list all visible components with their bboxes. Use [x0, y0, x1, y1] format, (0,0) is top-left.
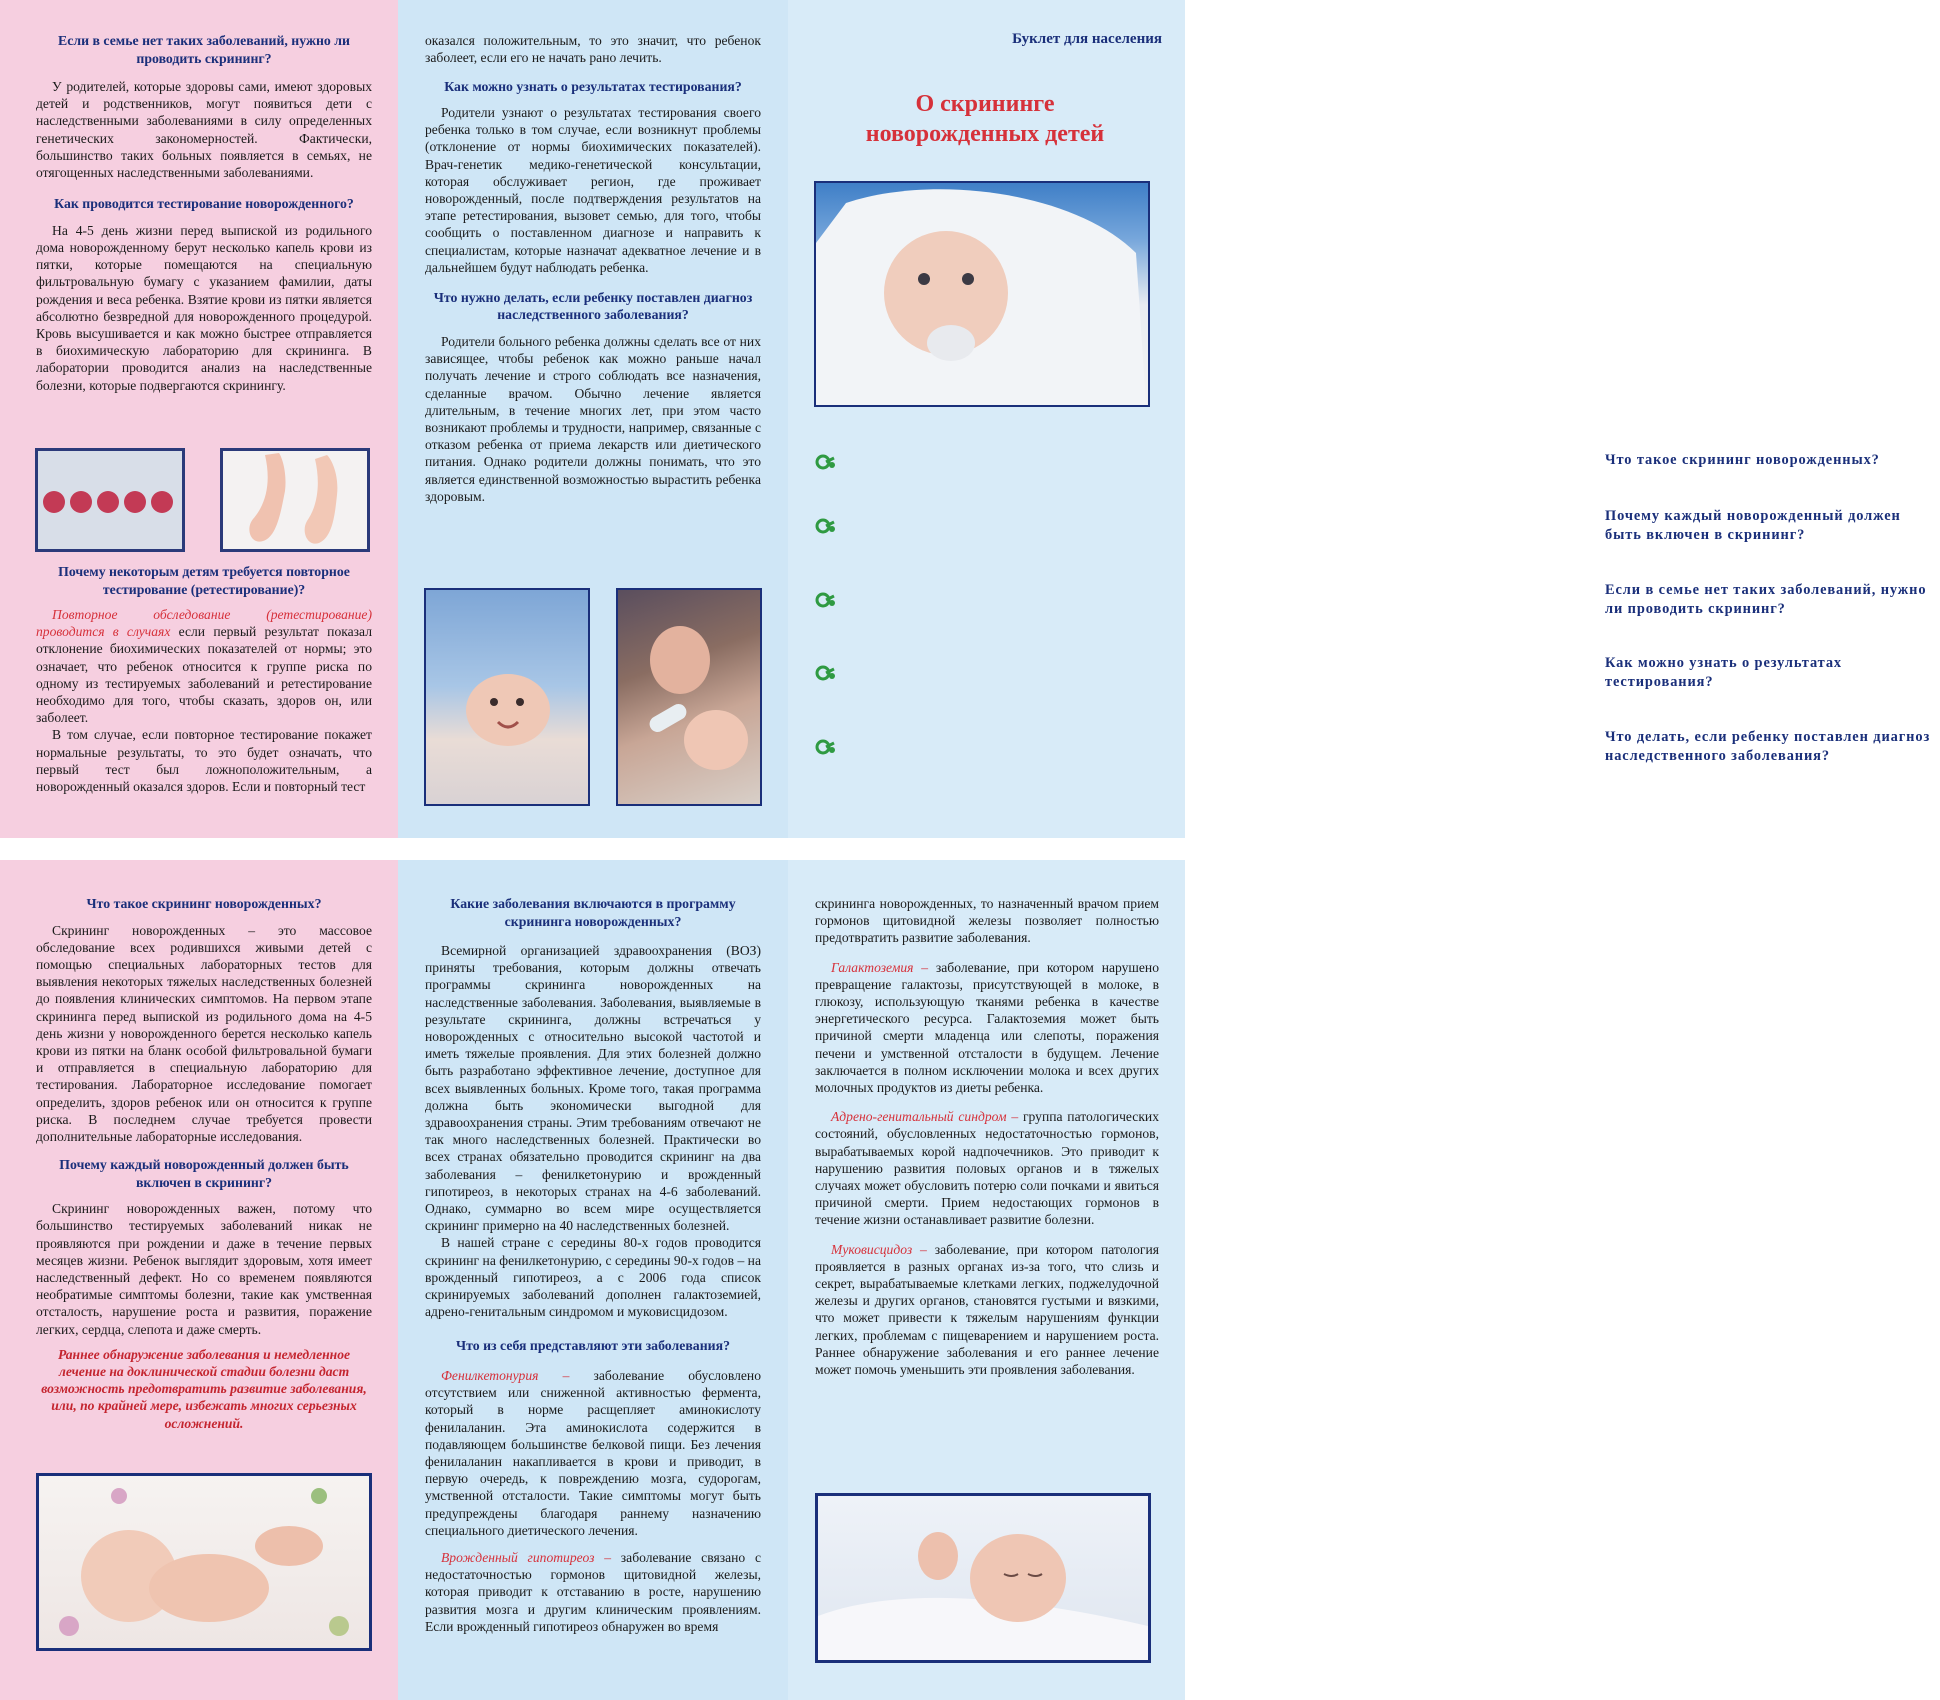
blood-spots-card [35, 448, 185, 552]
clover-bullet-icon [814, 515, 836, 537]
heading-family-screening: Если в семье нет таких заболеваний, нужно ли проводить скрининг? [58, 33, 350, 66]
cover-question-4: Как можно узнать о результатах тестирования? [1605, 655, 1843, 690]
ags-rest: группа патологических состояний, обусловленных недостаточностью гормонов, вырабатываемых корой надпочечников. Это приводит к нарушению развития половых органов и в тяжелых случаях может обусловить потерю соли почками и явиться причиной смерти. Прием недостающих гормонов в течение жизни останавливает развитие болезни. [815, 1109, 1159, 1228]
paragraph-hypothyroidism [425, 1549, 761, 1635]
paragraph-cystic-fibrosis [815, 1241, 1159, 1379]
paragraph-who-requirements: Всемирной организацией здравоохранения (ВОЗ) приняты требования, которым должны отвечать программы скрининга новорожденных на наследственные заболевания. Заболевания, выявляемые в результате скрининга, должны встречаться у новорожденных с относительно высокой частотой и иметь тяжелые проявления. Для этих болезней должно быть разработано эффективное лечение, доступное для всех выявленных больных. Кроме того, такая программа должна быть экономически выгодной для здравоохранения страны. Этим требованиям отвечают не так много наследственных болезней. Практически во всех странах обязательно проводится скрининг на два заболевания – фенилкетонурию и врожденный гипотиреоз, в некоторых странах на 4-6 заболеваний. Однако, суммарно во всем мире осуществляется скрининг примерно на 40 наследственных болезней. [425, 943, 761, 1234]
paragraph-family-screening: У родителей, которые здоровы сами, имеют здоровых детей и родственников, могут появиться дети с наследственными заболеваниями в силу определенных генетических закономерностей. Фактически, большинство таких больных появляется в семьях, не отягощенных наследственными заболеваниями. [36, 79, 372, 181]
sheet1-cover-panel [788, 0, 1931, 838]
hypothyroidism-rest: заболевание связано с недостаточностью гормонов щитовидной железы, которая приводит к отставанию в росте, нарушению развития мозга и другим клиническим проявлениям. Если врожденный гипотиреоз обнаружен во время [425, 1550, 761, 1634]
title-line-1: О скрининге [915, 91, 1055, 117]
sheet2-right-panel [788, 860, 1185, 1700]
baby-towel-photo [814, 181, 1150, 407]
baby-lying-icon [39, 1476, 369, 1648]
clover-bullet-icon [814, 736, 836, 758]
paragraph-retest [36, 606, 372, 726]
paragraph-how-tested: На 4-5 день жизни перед выпиской из родильного дома новорожденному берут несколько капель крови из пятки, которые помещаются на специальную фильтровальную бумагу с указанием фамилии, даты рождения и веса ребенка. Взятие крови из пятки является абсолютно безвредной для новорожденного процедурой. Кровь высушивается и как можно быстрее отправляется в биохимическую лабораторию для скрининга. В лаборатории проводится анализ на наследственные болезни, которые подвергаются скринингу. [36, 222, 372, 393]
paragraph-what-is-screening: Скрининг новорожденных – это массовое обследование всех родившихся живыми детей с помощью специальных лабораторных тестов для выявления некоторых тяжелых наследственных болезней до появления клинических симптомов. На первом этапе скрининга перед выпиской из родильного дома на 4-5 день жизни у новорожденного берется несколько капель крови из пятки на бланк особой фильтровальной бумаги и отправляется в специальную лабораторию для тестирования. Лабораторное исследование помогает определить, здоров ребенок или он относится к группе риска. В последнем случае требуется провести дополнительные лабораторные исследования. [36, 922, 372, 1144]
paragraph-results: Родители узнают о результатах тестирования своего ребенка только в том случае, если возникнут проблемы (отклонение от нормы биохимических показателей). Врач-генетик медико-генетической консультации, которая обслуживает регион, где проживает новорожденный, после подтверждения результатов на этапе ретестирования, вызовет семью, для того, чтобы сообщить о поставленном диагнозе и направить к специалистам, которые назначат адекватное лечение и в дальнейшем будут наблюдать ребенка. [425, 104, 761, 275]
title-line-2: новорожденных детей [865, 121, 1105, 147]
baby-with-bottle-icon [816, 183, 1148, 405]
cystic-fibrosis-rest: заболевание, при котором патология проявляется в разных органах из-за того, что слизь и секрет, вырабатываемые клетками легких, поджелудочной железы и других органов, становятся густыми и вязкими, что может привести к тяжелым нарушениям функции легких, проблемам с пищеварением и нарушением роста. Раннее обнаружение заболевания и его раннее лечение может помочь уменьшить эти проявления заболевания. [815, 1241, 1159, 1378]
blood-spots-icon [38, 451, 182, 549]
heading-diagnosis: Что нужно делать, если ребенку поставлен диагноз наследственного заболевания? [433, 289, 753, 323]
cover-question-1: Что такое скрининг новорожденных? [1605, 452, 1880, 468]
baby-blanket-photo [424, 588, 590, 806]
booklet-tag: Буклет для населения [1012, 31, 1162, 47]
clover-bullet-icon [814, 451, 836, 473]
ags-term: Адрено-генитальный синдром – [831, 1109, 1019, 1125]
cover-question-2: Почему каждый новорожденный должен быть включен в скрининг? [1605, 508, 1901, 543]
sleeping-baby-icon [818, 1496, 1148, 1660]
baby-feet-photo [220, 448, 370, 552]
baby-feet-icon [223, 451, 367, 549]
retest-highlight: Повторное обследование (ретестирование) проводится в случаях [36, 607, 372, 640]
galactosemia-rest: заболевание, при котором нарушено превращение галактозы, присутствующей в молоке, в глюкозу, использующую тканями ребенка в качестве энергетического ресурса. Галактоземия может быть причиной смерти младенца или слепоты, поражения печени и умственной отсталости в будущем. Лечение заключается в полном исключении молока и всех других молочных продуктов из диеты ребенка. [815, 959, 1159, 1096]
booklet-title [808, 89, 1162, 149]
mother-feeding-photo [616, 588, 762, 806]
sheet1-middle-panel [398, 0, 788, 838]
cover-question-3: Если в семье нет таких заболеваний, нужно ли проводить скрининг? [1605, 582, 1927, 617]
sheet2-middle-panel [398, 860, 788, 1700]
paragraph-retest-result: В том случае, если повторное тестирование покажет нормальные результаты, то это будет означать, что первый тест был ложноположительным, а новорожденный оказался здоров. Если и повторный тест [36, 727, 372, 795]
heading-which-diseases: Какие заболевания включаются в программу скрининга новорожденных? [450, 896, 736, 929]
sheet2-left-panel [0, 860, 398, 1700]
clover-bullet-icon [814, 589, 836, 611]
cystic-fibrosis-term: Муковисцидоз – [831, 1241, 927, 1257]
retest-rest: если первый результат показал отклонение биохимических показателей от нормы; это означает, что ребенок относится к группе риска по одному из тестируемых заболеваний и ретестирование необходимо для того, чтобы сказать, здоров он, или заболеет. [36, 624, 372, 726]
heading-what-are-diseases: Что из себя представляют эти заболевания? [456, 1338, 730, 1354]
paragraph-our-country: В нашей стране с середины 80-х годов проводится скрининг на фенилкетонурию, с середины 90-х годов – на врожденный гипотиреоз, а с 2006 года список скринируемых заболеваний дополнен галактоземией, адрено-генитальным синдромом и муковисцидозом. [425, 1235, 761, 1320]
paragraph-continued: оказался положительным, то это значит, что ребенок заболеет, если его не начать рано лечить. [425, 33, 761, 66]
paragraph-diagnosis: Родители больного ребенка должны сделать все от них зависящее, чтобы ребенок как можно раньше начал получать лечение и строго соблюдать все назначения, сделанные врачом. Обычно лечение является длительным, в течение многих лет, при этом часто возникают проблемы и трудности, например, связанные с отказом ребенка от приема лекарств или диетического питания. Однако родители должны понимать, что это является единственной возможностью вырастить ребенка здоровым. [425, 333, 761, 504]
heading-what-is-screening: Что такое скрининг новорожденных? [86, 896, 322, 911]
mother-baby-icon [618, 590, 760, 804]
hypothyroidism-term: Врожденный гипотиреоз – [441, 1550, 612, 1565]
baby-lying-photo [36, 1473, 372, 1651]
paragraph-ags [815, 1108, 1159, 1228]
galactosemia-term: Галактоземия – [831, 959, 929, 975]
sleeping-baby-photo [815, 1493, 1151, 1663]
paragraph-why-every-newborn: Скрининг новорожденных важен, потому что большинство тестируемых заболеваний никак не проявляются при рождении и даже в течение первых месяцев жизни. Ребенок выглядит здоровым, хотя имеет наследственный дефект. Но со временем появляются необратимые симптомы болезни, такие как умственная отсталость, нарушение роста и развития, поражение легких, сердца, слепота и даже смерть. [36, 1201, 372, 1337]
paragraph-galactosemia [815, 959, 1159, 1097]
cover-question-5: Что делать, если ребенку поставлен диагноз наследственного заболевания? [1605, 729, 1931, 764]
early-detection-note: Раннее обнаружение заболевания и немедленное лечение на доклинической стадии болезни даст возможность предотвратить развитие заболевания, или, по крайней мере, избежать многих серьезных осложнений. [41, 1346, 367, 1431]
pku-rest: заболевание обусловлено отсутствием или сниженной активностью фермента, который в норме расщепляет аминокислоту фенилаланин. Эта аминокислота содержится в подавляющем большинстве белковой пищи. Без лечения фенилаланин накапливается в крови и приводит, в первую очередь, к повреждению мозга, судорогам, умственной отсталости. Такие симптомы могут быть предупреждены благодаря раннему назначению специального диетического лечения. [425, 1367, 761, 1538]
paragraph-continued-2: скрининга новорожденных, то назначенный врачом прием гормонов щитовидной железы позволяет полностью предотвратить развитие заболевания. [815, 896, 1159, 946]
clover-bullet-icon [814, 662, 836, 684]
heading-why-every-newborn: Почему каждый новорожденный должен быть включен в скрининг? [59, 1157, 349, 1190]
baby-face-icon [426, 590, 588, 804]
heading-how-tested: Как проводится тестирование новорожденного? [54, 196, 354, 212]
paragraph-pku [425, 1367, 761, 1539]
heading-retest: Почему некоторым детям требуется повторное тестирование (ретестирование)? [58, 564, 350, 597]
sheet1-left-panel [0, 0, 398, 838]
pku-term: Фенилкетонурия – [441, 1367, 570, 1383]
sheet-divider [0, 838, 1185, 860]
heading-results: Как можно узнать о результатах тестирования? [444, 79, 742, 95]
